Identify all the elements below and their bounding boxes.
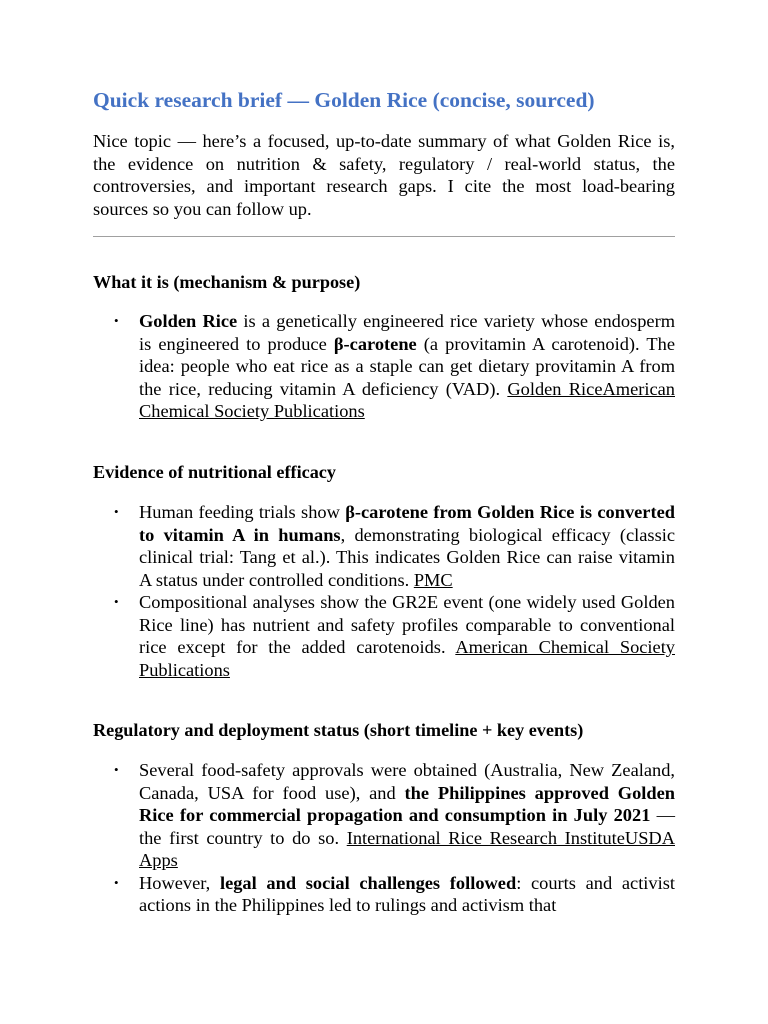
intro-paragraph: Nice topic — here’s a focused, up-to-date summary of what Golden Rice is, the evidence on nutrition & safety, regulatory / real-world status, the controversies, and important research gaps. I cite the most load-bearing sources so you can follow up. [93, 131, 675, 219]
bullet-icon: • [114, 874, 119, 890]
list-item: • Several food-safety approvals were obtained (Australia, New Zealand, Canada, USA for food use), and the Philippines approved Golden Rice for commercial propagation and consumption in July 2021 — the first country to do so. International Rice Research InstituteUSDA Apps [114, 760, 675, 870]
source-link[interactable]: American Chemical Society Publications [139, 637, 675, 680]
bullet-icon: • [114, 594, 119, 609]
section-heading-regulatory-status: Regulatory and deployment status (short timeline + key events) [93, 720, 584, 740]
list-item: • However, legal and social challenges followed: courts and activist actions in the Philippines led to rulings and activism that [114, 872, 675, 915]
section-heading-what-it-is: What it is (mechanism & purpose) [93, 272, 361, 292]
list-item: • Compositional analyses show the GR2E event (one widely used Golden Rice line) has nutrient and safety profiles comparable to conventional rice except for the added carotenoids. American Chemical Society Publications [114, 592, 675, 680]
document-title: Quick research brief — Golden Rice (concise, sourced) [93, 88, 595, 112]
section-list-what-it-is [93, 310, 675, 423]
source-link[interactable]: Golden RiceAmerican Chemical Society Publications [139, 378, 675, 421]
list-item: • Golden Rice is a genetically engineered rice variety whose endosperm is engineered to produce β-carotene (a provitamin A carotenoid). The idea: people who eat rice as a staple can get dietary provitamin A from the rice, reducing vitamin A deficiency (VAD). Golden RiceAmerican Chemical Society Publications [114, 311, 676, 421]
source-link[interactable]: International Rice Research InstituteUSDA Apps [139, 827, 675, 870]
section-list-regulatory-status [93, 759, 675, 917]
bullet-icon: • [114, 313, 119, 328]
section-heading-nutritional-efficacy: Evidence of nutritional efficacy [93, 462, 336, 482]
horizontal-divider [93, 236, 675, 237]
section-list-nutritional-efficacy [93, 501, 675, 681]
source-link[interactable]: PMC [413, 569, 453, 590]
bullet-icon: • [114, 504, 119, 519]
bullet-icon: • [114, 762, 119, 777]
list-item: • Human feeding trials show β-carotene from Golden Rice is converted to vitamin A in humans, demonstrating biological efficacy (classic clinical trial: Tang et al.). This indicates Golden Rice can raise vitamin A status under controlled conditions. PMC [114, 502, 676, 590]
